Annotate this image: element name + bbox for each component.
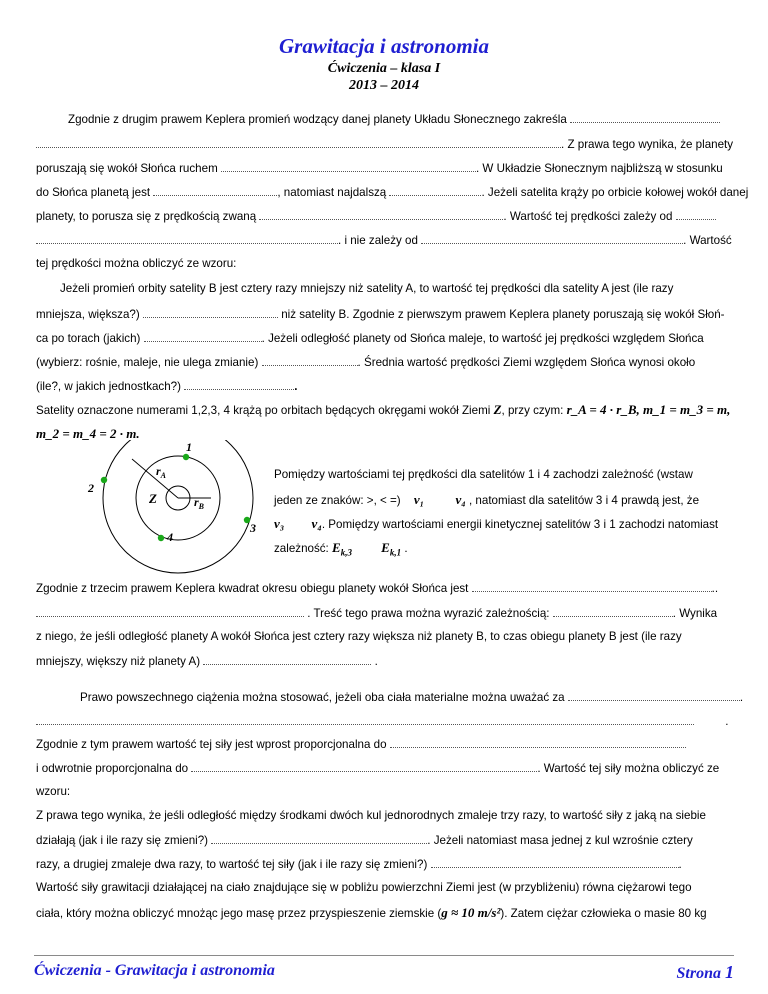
satellite-1 [183, 454, 189, 460]
text: . Z prawa tego wynika, że planety [561, 138, 734, 151]
text: zależność: [274, 542, 329, 555]
text: , natomiast najdalszą [277, 186, 387, 199]
text: Zgodnie z trzecim prawem Keplera kwadrat okresu obiegu planety wokół Słońca jest [36, 582, 469, 595]
text: . [725, 715, 729, 728]
label-2: 2 [88, 481, 94, 495]
para1-line1 [68, 112, 720, 126]
text: niż satelity B. Zgodnie z pierwszym prawem Keplera planety poruszają się wokół Słoń- [281, 308, 725, 321]
newton-line10 [36, 905, 707, 921]
text: . [294, 380, 298, 393]
blank[interactable] [36, 137, 561, 148]
text: , natomiast dla satelitów 3 i 4 prawdą jest, że [468, 494, 700, 507]
para2-line4 [36, 355, 695, 369]
v4-symbol: v₄ [455, 492, 466, 507]
label-3: 3 [250, 521, 256, 535]
orbit-diagram [82, 440, 272, 575]
blank[interactable] [389, 185, 481, 196]
blank[interactable] [676, 209, 716, 220]
footer-page [677, 962, 734, 983]
sat-desc-line4 [274, 540, 408, 558]
blank[interactable] [472, 581, 712, 592]
text: . [404, 542, 408, 555]
blank[interactable] [144, 331, 262, 342]
text: tej prędkości można obliczyć ze wzoru: [36, 257, 237, 270]
text: . i nie zależy od [338, 234, 418, 247]
newton-line8 [36, 857, 682, 871]
para2-line3 [36, 331, 704, 345]
blank[interactable] [570, 112, 720, 123]
blank[interactable] [184, 379, 294, 390]
text: Z prawa tego wynika, że jeśli odległość między środkami dwóch kul jednorodnych zmaleje trzy razy, to wartość siły z jaką na siebie [36, 809, 706, 822]
text: działają (jak i ile razy się zmieni?) [36, 834, 209, 847]
blank[interactable] [36, 233, 338, 244]
newton-line5 [36, 785, 70, 798]
formula: m_2 = m_4 = 2 · m. [36, 426, 140, 441]
label-rb: $r_B$ [194, 495, 205, 511]
blank[interactable] [553, 606, 673, 617]
text: . Wartość tej siły można obliczyć ze [537, 762, 720, 775]
kepler3-line4 [36, 654, 378, 668]
text: ca po torach (jakich) [36, 332, 141, 345]
ek3-symbol: $E_{k,3}$ [332, 540, 352, 558]
text: mniejszy, większy niż planety A) [36, 655, 201, 668]
newton-line4 [36, 761, 719, 775]
school-years: 2013 – 2014 [349, 78, 419, 93]
text: mniejsza, większa?) [36, 308, 140, 321]
label-ra: $r_A$ [156, 464, 167, 480]
text: razy, a drugiej zmaleje dwa razy, to wartość tej siły (jak i ile razy się zmieni?) [36, 858, 428, 871]
para1-line3 [36, 161, 723, 175]
label-earth: Z [149, 491, 157, 506]
v1-symbol: v₁ [413, 492, 425, 507]
newton-line6 [36, 809, 706, 822]
text: Satelity oznaczone numerami 1,2,3, 4 krążą po orbitach będących okręgami wokół Ziemi [36, 404, 491, 417]
blank[interactable] [390, 737, 686, 748]
g-formula: g ≈ 10 m/s² [441, 905, 501, 920]
text: . Jeżeli natomiast masa jednej z kul wzrośnie cztery [427, 834, 693, 847]
kepler3-line2 [36, 606, 717, 620]
para1-line4 [36, 185, 748, 199]
text: . Jeżeli satelita krąży po orbicie kołowej wokół danej [481, 186, 749, 199]
kepler3-line3 [36, 630, 682, 643]
text: i odwrotnie proporcjonalna do [36, 762, 189, 775]
sat-desc-line1 [274, 468, 693, 481]
sat-desc-line2 [274, 492, 699, 508]
text: . Wartość tej prędkości zależy od [503, 210, 673, 223]
v4-symbol: v₄ [311, 516, 322, 531]
text: Jeżeli promień orbity satelity B jest cztery razy mniejszy niż satelity A, to wartość tej prędkości dla satelity A jest (ile razy [60, 282, 674, 295]
text: . [739, 691, 744, 704]
blank[interactable] [36, 606, 304, 617]
satellites-line1 [36, 402, 730, 418]
label-1: 1 [186, 440, 192, 454]
text: . W Układzie Słonecznym najbliższą w stosunku [475, 162, 723, 175]
blank[interactable] [143, 307, 278, 318]
text: Zgodnie z tym prawem wartość tej siły jest wprost proporcjonalna do [36, 738, 387, 751]
formula: r_A = 4 · r_B, m_1 = m_3 = m, [566, 402, 731, 417]
page-label: Strona [676, 965, 721, 982]
text: planety, to porusza się z prędkością zwaną [36, 210, 257, 223]
blank[interactable] [431, 857, 679, 868]
earth-symbol: Z [493, 402, 502, 417]
newton-line3 [36, 737, 686, 751]
text: poruszają się wokół Słońca ruchem [36, 162, 218, 175]
text: z niego, że jeśli odległość planety A wokół Słońca jest cztery razy większa niż planety B, to czas obiegu planety B jest (ile razy [36, 630, 682, 643]
text: Wartość siły grawitacji działającej na ciało znajdujące się w pobliżu powierzchni Ziemi jest (w przybliżeniu) równa ciężarowi tego [36, 881, 692, 894]
text: (ile?, w jakich jednostkach?) [36, 380, 181, 393]
text: , przy czym: [501, 404, 564, 417]
blank[interactable] [191, 761, 537, 772]
newton-line2 [36, 714, 728, 728]
text: Zgodnie z drugim prawem Keplera promień wodzący danej planety Układu Słonecznego zakreśla [68, 113, 567, 126]
text: . Wynika [672, 607, 718, 620]
text: . Treść tego prawa można wyrazić zależnością: [307, 607, 550, 620]
text: . [374, 655, 378, 668]
newton-line1 [80, 690, 743, 704]
ek1-symbol: $E_{k,1}$ [381, 540, 402, 558]
satellite-2 [101, 477, 107, 483]
label-4: 4 [167, 530, 173, 544]
text: do Słońca planetą jest [36, 186, 151, 199]
satellite-4 [158, 535, 164, 541]
text: wzoru: [36, 785, 71, 798]
text: (wybierz: rośnie, maleje, nie ulega zmianie) [36, 356, 259, 369]
newton-line7 [36, 833, 693, 847]
footer-title: Ćwiczenia - Grawitacja i astronomia [34, 962, 275, 979]
text: Pomiędzy wartościami tej prędkości dla satelitów 1 i 4 zachodzi zależność (wstaw [274, 468, 693, 481]
text: Prawo powszechnego ciążenia można stosować, jeżeli oba ciała materialne można uważać za [80, 691, 565, 704]
para1-line2 [36, 137, 733, 151]
para2-line5 [36, 379, 297, 393]
text: .. [711, 582, 719, 595]
outer-orbit [103, 440, 253, 573]
text: . Wartość [683, 234, 732, 247]
para1-line7 [36, 257, 236, 270]
text: ). Zatem ciężar człowieka o masie 80 kg [500, 907, 707, 920]
page-subtitle: Ćwiczenia – klasa I [327, 61, 441, 76]
newton-line9 [36, 881, 692, 894]
blank[interactable] [203, 654, 371, 665]
kepler3-line1 [36, 581, 718, 595]
text: . Jeżeli odległość planety od Słońca maleje, to wartość jej prędkości względem Słońca [261, 332, 704, 345]
blank[interactable] [36, 714, 694, 725]
para2-line1 [60, 282, 673, 295]
blank[interactable] [568, 690, 740, 701]
text: . Pomiędzy wartościami energii kinetycznej satelitów 3 i 1 zachodzi natomiast [321, 518, 719, 531]
footer-divider [34, 955, 734, 956]
text: jeden ze znaków: >, < =) [274, 494, 401, 507]
blank[interactable] [221, 161, 476, 172]
blank[interactable] [153, 185, 277, 196]
text: . Średnia wartość prędkości Ziemi względem Słońca wynosi około [357, 356, 696, 369]
text: ciała, który można obliczyć mnożąc jego masę przez przyspieszenie ziemskie ( [36, 907, 442, 920]
text: . [678, 858, 682, 871]
blank[interactable] [262, 355, 358, 366]
para2-line2 [36, 307, 725, 321]
page-title: Grawitacja i astronomia [278, 34, 490, 58]
blank[interactable] [259, 209, 503, 220]
blank[interactable] [421, 233, 683, 244]
para1-line6 [36, 233, 732, 247]
blank[interactable] [211, 833, 427, 844]
v3-symbol: v₃ [274, 516, 285, 531]
para1-line5 [36, 209, 716, 223]
page-number: 1 [725, 962, 734, 982]
sat-desc-line3 [274, 516, 718, 532]
